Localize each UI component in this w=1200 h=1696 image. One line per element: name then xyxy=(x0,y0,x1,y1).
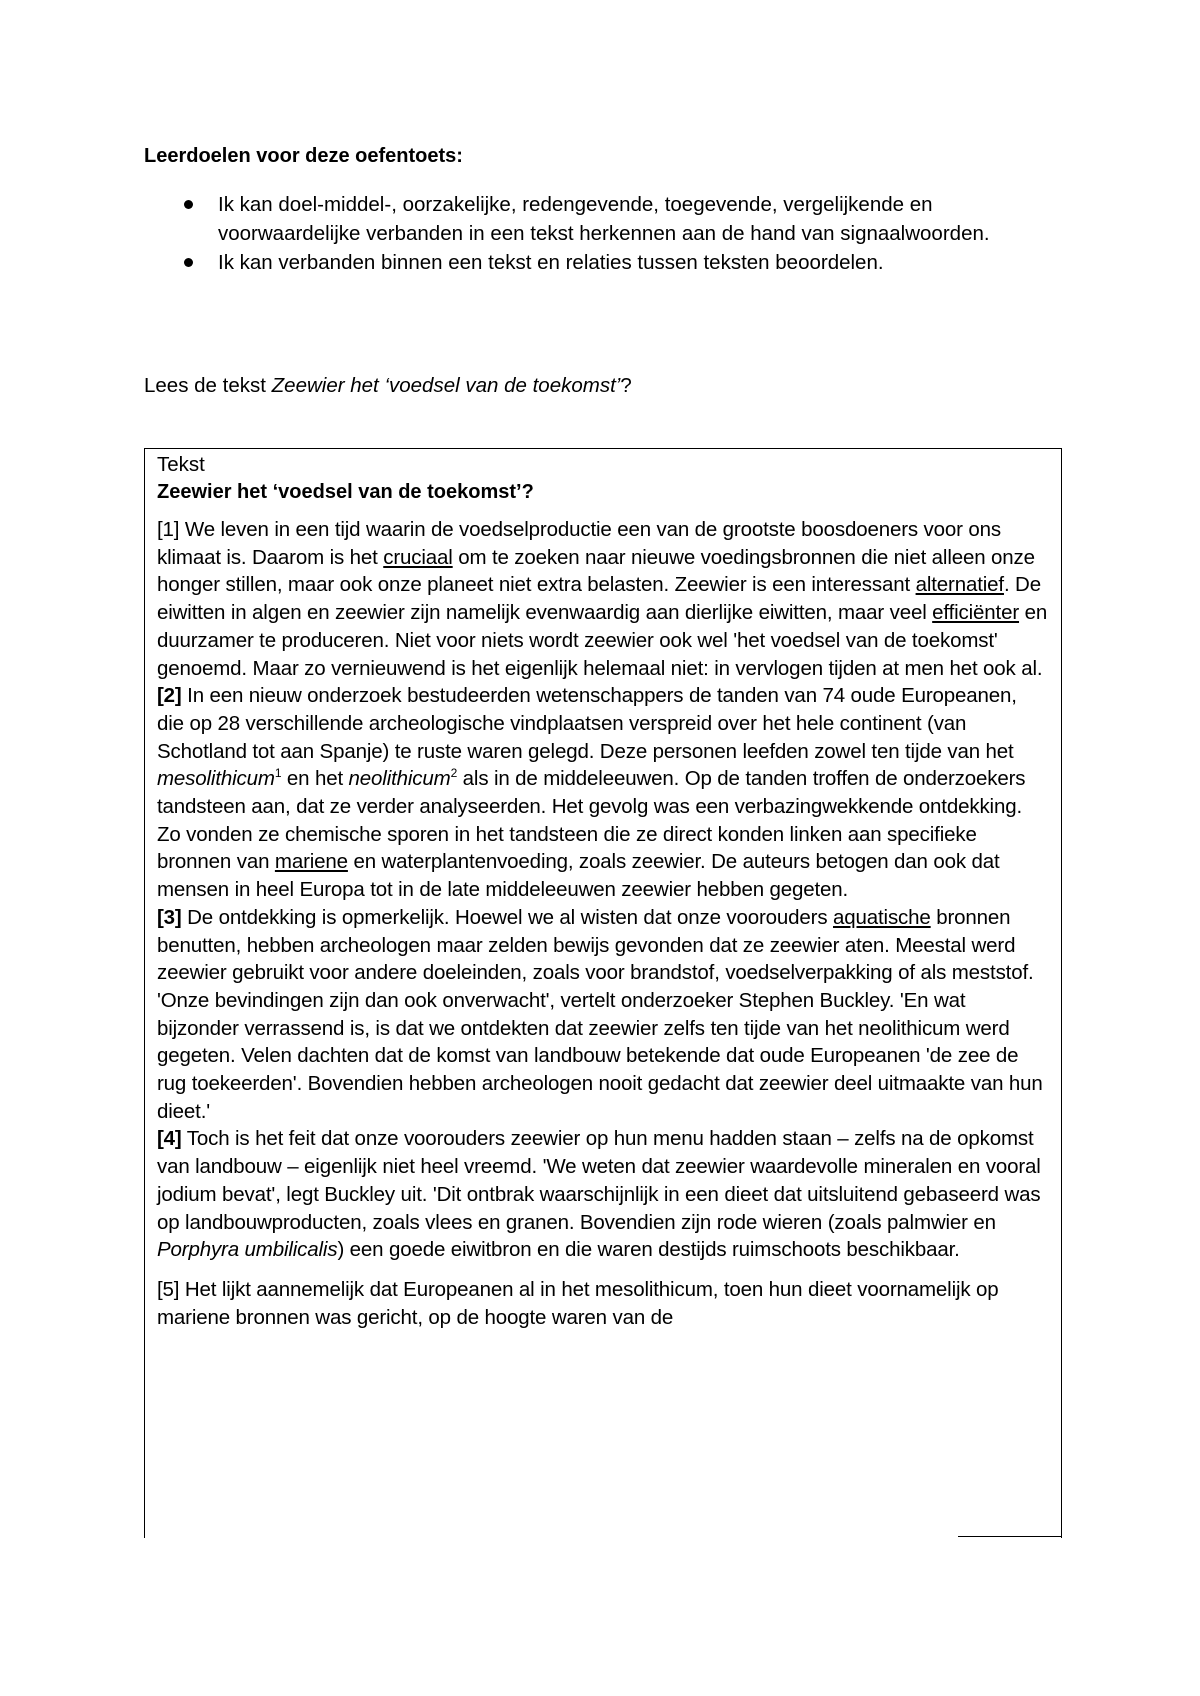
article-title: Zeewier het ‘voedsel van de toekomst’? xyxy=(157,481,534,503)
text-box xyxy=(144,448,1062,1538)
paragraph-5: [5] Het lijkt aannemelijk dat Europeanen al in het mesolithicum, toen hun dieet voornamelijk op mariene bronnen was gericht, op de hoogte waren van de xyxy=(157,1277,999,1329)
footnote-ref: 2 xyxy=(450,766,458,781)
reading-instruction xyxy=(144,374,632,398)
paragraph-marker: [2] xyxy=(157,684,182,708)
instruction-prefix: Lees de tekst xyxy=(144,374,272,397)
paragraph-marker: [4] xyxy=(157,1127,182,1151)
underlined-word: aquatische xyxy=(833,905,931,929)
instruction-text-title: Zeewier het ‘voedsel van de toekomst’ xyxy=(271,374,621,397)
underlined-word: alternatief xyxy=(915,573,1004,597)
underlined-word: efficiënter xyxy=(932,601,1020,625)
text-box-label: Tekst xyxy=(157,453,205,476)
instruction-suffix: ? xyxy=(620,374,632,397)
learning-goal-item xyxy=(144,248,1044,277)
italic-species-name: Porphyra umbilicalis xyxy=(157,1238,338,1262)
learning-goals-heading: Leerdoelen voor deze oefentoets: xyxy=(144,145,463,167)
paragraph-marker: [1] xyxy=(157,518,180,541)
learning-goals-list xyxy=(144,190,1044,277)
paragraph-marker: [3] xyxy=(157,905,182,929)
bullet-icon xyxy=(184,200,193,209)
italic-term: neolithicum xyxy=(348,767,451,791)
footnote-ref: 1 xyxy=(274,766,282,781)
paragraph-2: [2] In een nieuw onderzoek bestudeerden wetenschappers de tanden van 74 oude Europeanen, die op 28 verschillende archeologische vindplaatsen verspreid over het hele continent (van Schotland tot aan Spanje) te ruste waren gelegd. Deze personen leefden zowel ten tijde van het mesolithicum$^1$ en het neolithicum$^2$ als in de middeleeuwen. Op de tanden troffen de onderzoekers tandsteen aan, dat ze verder analyseerden. Het gevolg was een verbazingwekkende ontdekking. Zo vonden ze chemische sporen in het tandsteen die ze direct konden linken aan specifieke bronnen van mariene en waterplantenvoeding, zoals zeewier. De auteurs betogen dan ook dat mensen in heel Europa tot in de late middeleeuwen zeewier hebben gegeten. xyxy=(157,684,1026,902)
blank-line-divider xyxy=(958,1536,1062,1537)
learning-goal-text: Ik kan verbanden binnen een tekst en relaties tussen teksten beoordelen. xyxy=(218,251,884,274)
paragraph-4: [4] Toch is het feit dat onze voorouders zeewier op hun menu hadden staan – zelfs na de opkomst van landbouw – eigenlijk niet heel vreemd. 'We weten dat zeewier waardevolle mineralen en vooral jodium bevat', legt Buckley uit. 'Dit ontbrak waarschijnlijk in een dieet dat uitsluitend gebaseerd was op landbouwproducten, zoals vlees en granen. Bovendien zijn rode wieren (zoals palmwier en Porphyra umbilicalis) een goede eiwitbron en die waren destijds ruimschoots beschikbaar. xyxy=(157,1127,1041,1262)
underlined-word: cruciaal xyxy=(383,545,453,569)
paragraph-3: [3] De ontdekking is opmerkelijk. Hoewel we al wisten dat onze voorouders aquatische bronnen benutten, hebben archeologen maar zelden bewijs gevonden dat ze zeewier aten. Meestal werd zeewier gebruikt voor andere doeleinden, zoals voor brandstof, voedselverpakking of als meststof. 'Onze bevindingen zijn dan ook onverwacht', vertelt onderzoeker Stephen Buckley. 'En wat bijzonder verrassend is, is dat we ontdekten dat zeewier zelfs ten tijde van het neolithicum werd gegeten. Velen dachten dat de komst van landbouw betekende dat oude Europeanen 'de zee de rug toekeerden'. Bovendien hebben archeologen nooit gedacht dat zeewier deel uitmaakte van hun dieet.' xyxy=(157,905,1043,1123)
learning-goal-text: Ik kan doel-middel-, oorzakelijke, redengevende, toegevende, vergelijkende en voorwaardelijke verbanden in een tekst herkennen aan de hand van signaalwoorden. xyxy=(218,193,990,245)
underlined-word: mariene xyxy=(274,850,348,874)
paragraph-1: [1] We leven in een tijd waarin de voedselproductie een van de grootste boosdoeners voor ons klimaat is. Daarom is het cruciaal om te zoeken naar nieuwe voedingsbronnen die niet alleen onze honger stillen, maar ook onze planeet niet extra belasten. Zeewier is een interessant alternatief. De eiwitten in algen en zeewier zijn namelijk evenwaardig aan dierlijke eiwitten, maar veel efficiënter en duurzamer te produceren. Niet voor niets wordt zeewier ook wel 'het voedsel van de toekomst' genoemd. Maar zo vernieuwend is het eigenlijk helemaal niet: in vervlogen tijden at men het ook al. xyxy=(157,518,1048,680)
learning-goal-item xyxy=(144,190,1044,248)
bullet-icon xyxy=(184,258,193,267)
italic-term: mesolithicum xyxy=(157,767,275,791)
